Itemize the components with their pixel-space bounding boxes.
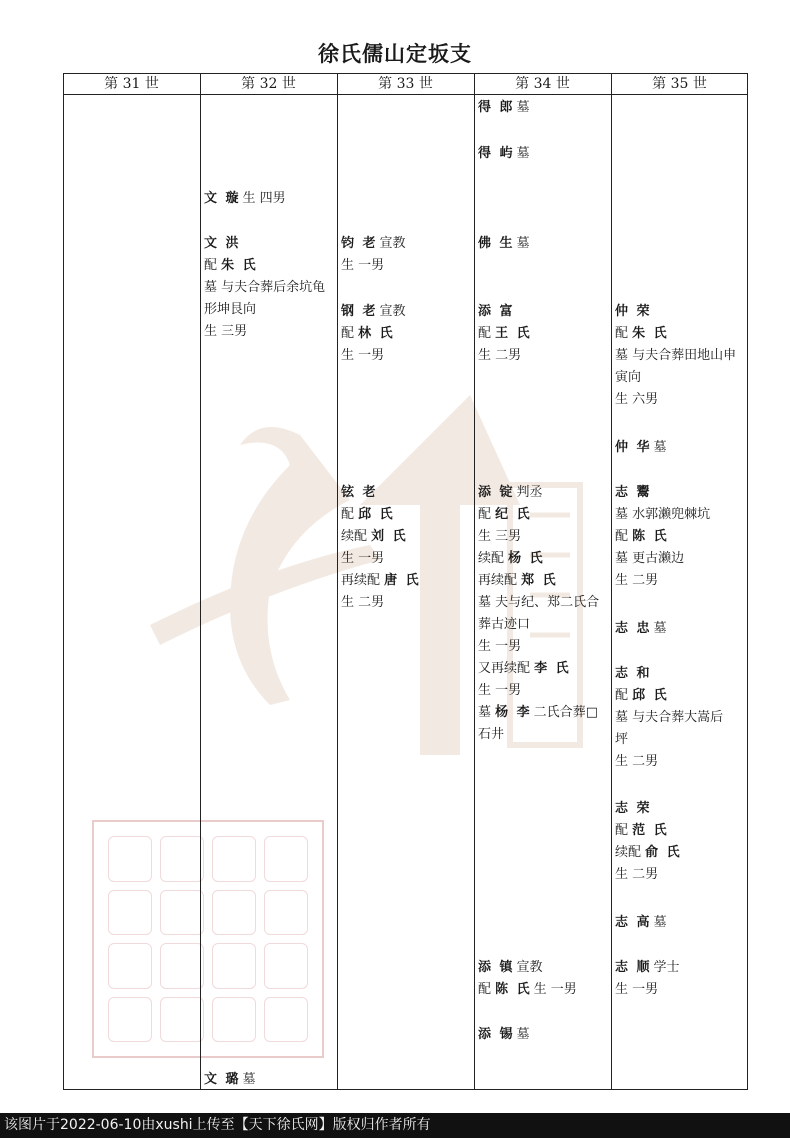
person-entry: 钧 老 宣教 生 一男 xyxy=(341,236,406,273)
person-entry: 文 璐 墓 xyxy=(204,1072,256,1087)
person-entry: 钢 老 宣教 配 林 氏 生 一男 xyxy=(341,304,406,363)
person-name: 添 锡 xyxy=(478,1027,515,1042)
header-gen-35: 第 35 世 xyxy=(652,76,707,92)
person-entry: 志 忠 墓 xyxy=(615,621,667,636)
illegible-char-box: □ xyxy=(585,705,598,720)
person-name: 志 顺 xyxy=(615,960,652,975)
header-gen-34: 第 34 世 xyxy=(515,76,570,92)
column-divider xyxy=(611,73,612,1090)
column-divider xyxy=(337,73,338,1090)
header-divider xyxy=(63,94,748,95)
person-name: 文 洪 xyxy=(204,236,241,251)
person-entry: 得 郎 墓 xyxy=(478,100,530,115)
person-entry: 志 鬻 墓 水郭濑兜棘坑 配 陈 氏 墓 更古濑边 生 二男 xyxy=(615,485,711,588)
person-entry: 得 屿 墓 xyxy=(478,146,530,161)
person-entry: 文 璇 生 四男 xyxy=(204,191,286,206)
person-entry: 佛 生 墓 xyxy=(478,236,530,251)
spouse-name: 邱 氏 xyxy=(358,507,395,522)
person-entry: 铉 老 配 邱 氏 续配 刘 氏 生 一男 再续配 唐 氏 生 二男 xyxy=(341,485,421,610)
spouse-name: 林 氏 xyxy=(358,326,395,341)
person-name: 仲 荣 xyxy=(615,304,652,319)
spouse-name: 郑 氏 xyxy=(521,573,558,588)
column-divider xyxy=(200,73,201,1090)
copyright-footer: 该图片于2022-06-10由xushi上传至【天下徐氏网】版权归作者所有 xyxy=(0,1113,790,1138)
person-entry: 志 高 墓 xyxy=(615,915,667,930)
spouse-name: 陈 氏 xyxy=(495,982,532,997)
spouse-name: 刘 氏 xyxy=(371,529,408,544)
person-entry: 添 富 配 王 氏 生 二男 xyxy=(478,304,532,363)
spouse-name: 范 氏 xyxy=(632,823,669,838)
spouse-name: 朱 氏 xyxy=(221,258,258,273)
spouse-name: 邱 氏 xyxy=(632,688,669,703)
header-gen-31: 第 31 世 xyxy=(104,76,159,92)
spouse-name: 陈 氏 xyxy=(632,529,669,544)
column-divider xyxy=(474,73,475,1090)
spouse-name: 杨 李 xyxy=(495,705,532,720)
header-gen-32: 第 32 世 xyxy=(241,76,296,92)
spouse-name: 纪 氏 xyxy=(495,507,532,522)
person-name: 得 屿 xyxy=(478,146,515,161)
spouse-name: 唐 氏 xyxy=(384,573,421,588)
person-name: 添 富 xyxy=(478,304,515,319)
spouse-name: 朱 氏 xyxy=(632,326,669,341)
person-name: 钧 老 xyxy=(341,236,378,251)
person-name: 铉 老 xyxy=(341,485,378,500)
header-gen-33: 第 33 世 xyxy=(378,76,433,92)
person-name: 文 璇 xyxy=(204,191,241,206)
person-entry: 添 锡 墓 xyxy=(478,1027,530,1042)
spouse-name: 杨 氏 xyxy=(508,551,545,566)
spouse-name: 王 氏 xyxy=(495,326,532,341)
person-name: 志 高 xyxy=(615,915,652,930)
person-name: 仲 华 xyxy=(615,440,652,455)
person-name: 志 荣 xyxy=(615,801,652,816)
person-entry: 志 顺 学士 生 一男 xyxy=(615,960,680,997)
person-entry: 添 镇 宣教 配 陈 氏 生 一男 xyxy=(478,960,577,997)
page-title: 徐氏儒山定坂支 xyxy=(318,41,472,66)
person-name: 志 忠 xyxy=(615,621,652,636)
person-name: 文 璐 xyxy=(204,1072,241,1087)
spouse-name: 李 氏 xyxy=(534,661,571,676)
person-name: 志 和 xyxy=(615,666,652,681)
person-entry: 添 锭 判丞 配 纪 氏 生 三男 续配 杨 氏 再续配 郑 氏 墓 夫与纪、郑二氏合 葬古迹口 生 一男 又再续配 李 氏 生 一男 墓 杨 李 二氏合葬□ 石井 xyxy=(478,485,600,742)
person-name: 添 镇 xyxy=(478,960,515,975)
person-name: 添 锭 xyxy=(478,485,515,500)
person-name: 志 鬻 xyxy=(615,485,652,500)
spouse-name: 俞 氏 xyxy=(645,845,682,860)
person-name: 钢 老 xyxy=(341,304,378,319)
person-name: 得 郎 xyxy=(478,100,515,115)
person-entry: 文 洪 配 朱 氏 墓 与夫合葬后余坑龟 形坤艮向 生 三男 xyxy=(204,236,326,339)
person-entry: 仲 华 墓 xyxy=(615,440,667,455)
person-entry: 志 和 配 邱 氏 墓 与夫合葬大嵩后 坪 生 二男 xyxy=(615,666,724,769)
person-name: 佛 生 xyxy=(478,236,515,251)
person-entry: 志 荣 配 范 氏 续配 俞 氏 生 二男 xyxy=(615,801,682,882)
person-entry: 仲 荣 配 朱 氏 墓 与夫合葬田地山申 寅向 生 六男 xyxy=(615,304,737,407)
